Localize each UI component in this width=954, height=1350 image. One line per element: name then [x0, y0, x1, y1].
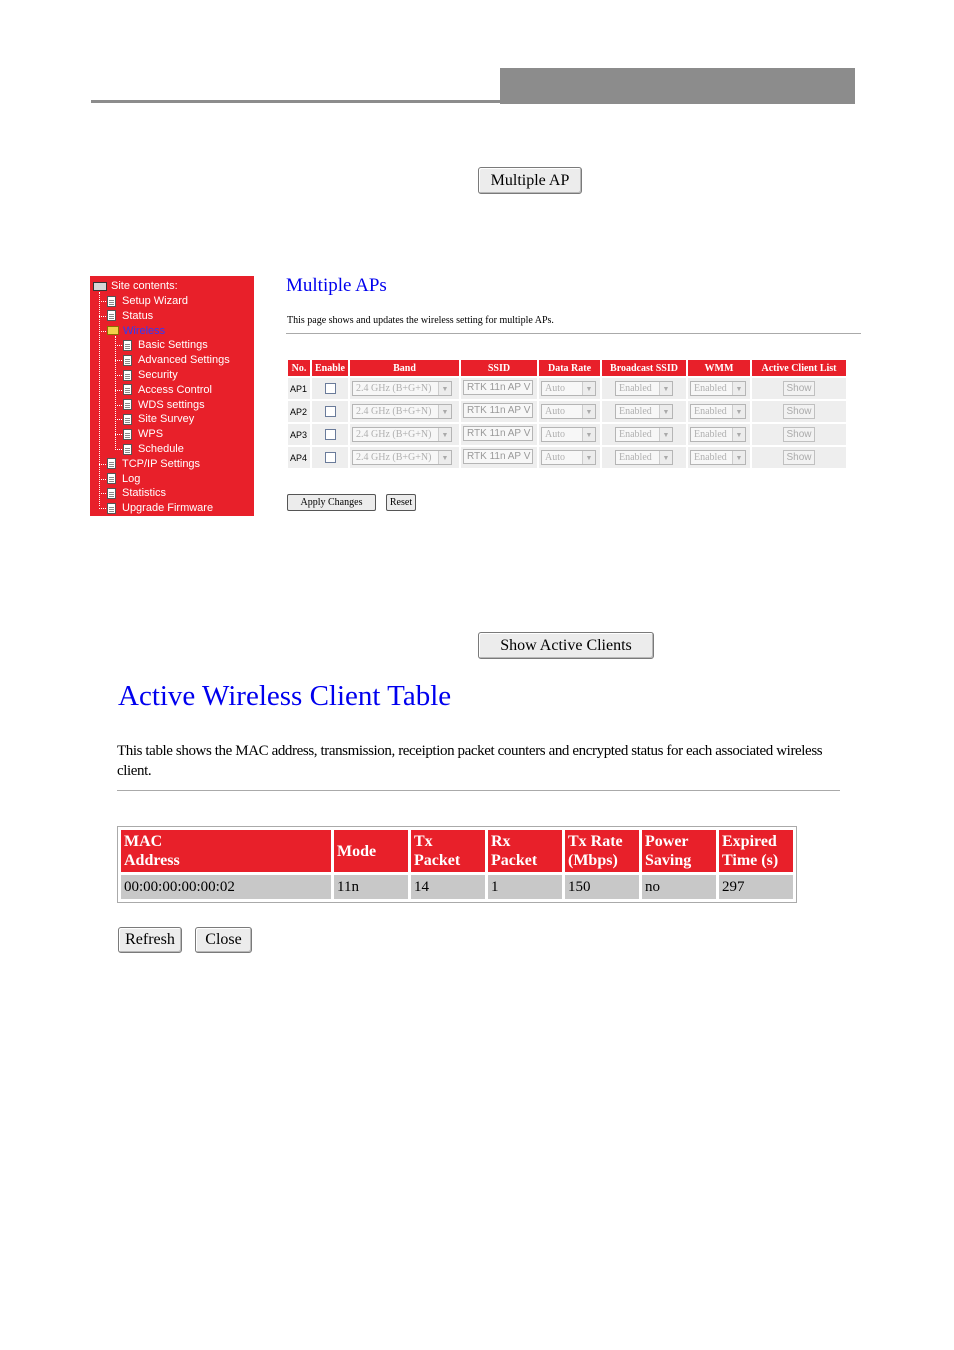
- sidebar-item-label: Site Survey: [138, 413, 195, 426]
- apply-changes-button[interactable]: Apply Changes: [287, 494, 376, 511]
- sidebar-item-label: Status: [122, 309, 154, 322]
- document-icon: [123, 340, 132, 351]
- sidebar-item[interactable]: [107, 486, 166, 500]
- sidebar-item[interactable]: [107, 457, 200, 471]
- col-header-text: Tx Packet: [414, 833, 461, 869]
- close-button[interactable]: Close: [195, 927, 252, 953]
- chevron-down-icon: ▼: [438, 405, 451, 418]
- document-icon: [123, 355, 132, 366]
- band-select[interactable]: [352, 450, 452, 465]
- ap-number: AP2: [288, 401, 310, 422]
- broadcast-ssid-value: Enabled: [619, 452, 652, 463]
- table-cell: 150: [565, 875, 639, 899]
- table-cell: 1: [488, 875, 562, 899]
- document-icon: [123, 370, 132, 381]
- ap-number: AP3: [288, 424, 310, 445]
- document-icon: [107, 488, 116, 499]
- wmm-value: Enabled: [694, 406, 727, 417]
- col-header-text: Expired: [722, 833, 777, 850]
- sidebar-item-label: WPS: [138, 428, 164, 441]
- data-rate-select[interactable]: [541, 381, 596, 396]
- enable-checkbox[interactable]: [325, 452, 336, 463]
- tree-line: [115, 375, 122, 376]
- chevron-down-icon: ▼: [732, 382, 745, 395]
- ap-number: AP4: [288, 447, 310, 468]
- data-rate-value: Auto: [545, 406, 565, 417]
- enable-checkbox[interactable]: [325, 406, 336, 417]
- col-header: [565, 830, 639, 872]
- col-header-broadcast-ssid: Broadcast SSID: [602, 360, 686, 376]
- sidebar-item-label: Upgrade Firmware: [122, 502, 214, 515]
- data-rate-select[interactable]: [541, 450, 596, 465]
- sidebar-item[interactable]: [107, 472, 140, 486]
- ssid-input[interactable]: RTK 11n AP V: [463, 426, 533, 441]
- data-rate-value: Auto: [545, 429, 565, 440]
- broadcast-ssid-value: Enabled: [619, 383, 652, 394]
- multiple-aps-title: Multiple APs: [286, 275, 387, 296]
- sidebar-item[interactable]: [123, 368, 178, 382]
- sidebar-root[interactable]: [93, 279, 178, 293]
- tree-line: [115, 345, 122, 346]
- tree-line: [115, 449, 122, 450]
- tree-line: [99, 493, 106, 494]
- multiple-aps-table: [286, 358, 848, 470]
- band-select[interactable]: [352, 404, 452, 419]
- chevron-down-icon: ▼: [659, 382, 672, 395]
- tree-line: [99, 464, 106, 465]
- computer-icon: [93, 282, 107, 291]
- wmm-select[interactable]: [690, 427, 746, 442]
- table-cell: 11n: [334, 875, 408, 899]
- document-icon: [107, 458, 116, 469]
- show-clients-button[interactable]: Show: [783, 450, 815, 465]
- sidebar-item-label: Wireless: [123, 324, 166, 337]
- document-icon: [107, 296, 116, 307]
- ssid-input[interactable]: RTK 11n AP V: [463, 449, 533, 464]
- document-icon: [107, 310, 116, 321]
- document-icon: [123, 429, 132, 440]
- sidebar-item-label: Statistics: [122, 487, 167, 500]
- table-cell: no: [642, 875, 716, 899]
- col-header: [334, 830, 408, 872]
- sidebar-item[interactable]: [107, 501, 213, 515]
- sidebar-item-label: Access Control: [138, 383, 212, 396]
- wmm-value: Enabled: [694, 452, 727, 463]
- data-rate-value: Auto: [545, 452, 565, 463]
- chevron-down-icon: ▼: [659, 428, 672, 441]
- active-clients-title: Active Wireless Client Table: [118, 680, 452, 712]
- chevron-down-icon: ▼: [732, 428, 745, 441]
- col-header-text: (Mbps): [568, 852, 618, 869]
- col-header-ssid: SSID: [461, 360, 537, 376]
- tree-line: [99, 331, 106, 332]
- sidebar-item-label: Setup Wizard: [122, 295, 189, 307]
- col-header-text: Rx Packet: [491, 833, 538, 869]
- tree-line: [99, 479, 106, 480]
- col-header-text: Tx Rate: [568, 833, 623, 850]
- header-rule: [91, 100, 500, 103]
- sidebar-item[interactable]: [123, 338, 208, 352]
- table-row: [288, 378, 846, 399]
- col-header-text: MAC: [124, 833, 163, 850]
- tree-line: [115, 434, 122, 435]
- chevron-down-icon: ▼: [438, 382, 451, 395]
- show-clients-button[interactable]: Show: [783, 404, 815, 419]
- tree-line: [115, 336, 116, 448]
- document-icon: [123, 444, 132, 455]
- col-header-data-rate: Data Rate: [539, 360, 600, 376]
- active-clients-description: This table shows the MAC address, transmission, receiption packet counters and encrypted status for each associated wireless client.: [117, 743, 823, 779]
- sidebar-item-label: WDS settings: [138, 398, 205, 411]
- band-select[interactable]: [352, 381, 452, 396]
- band-value: 2.4 GHz (B+G+N): [356, 383, 432, 394]
- sidebar-item[interactable]: [123, 398, 205, 412]
- sidebar-item[interactable]: [123, 383, 212, 397]
- chevron-down-icon: ▼: [582, 451, 595, 464]
- table-row: [288, 401, 846, 422]
- document-icon: [123, 414, 132, 425]
- sidebar-item-label: Log: [122, 472, 141, 485]
- document-icon: [123, 384, 132, 395]
- col-header-wmm: WMM: [688, 360, 750, 376]
- divider: [286, 333, 861, 334]
- sidebar-item-label: Advanced Settings: [138, 354, 230, 367]
- broadcast-ssid-select[interactable]: [615, 450, 673, 465]
- col-header-text: Address: [124, 852, 180, 869]
- tree-line: [99, 316, 106, 317]
- wmm-value: Enabled: [694, 383, 727, 394]
- multiple-ap-button[interactable]: Multiple AP: [478, 167, 582, 194]
- chevron-down-icon: ▼: [582, 382, 595, 395]
- table-cell: 297: [719, 875, 793, 899]
- sidebar-item-label: Basic Settings: [138, 339, 208, 352]
- data-rate-select[interactable]: [541, 404, 596, 419]
- sidebar-root-label: Site contents:: [111, 280, 178, 292]
- col-header: [719, 830, 793, 872]
- sidebar-tree: [90, 276, 254, 516]
- multiple-aps-description: This page shows and updates the wireless setting for multiple APs.: [287, 315, 554, 326]
- col-header-enable: Enable: [312, 360, 348, 376]
- chevron-down-icon: ▼: [582, 428, 595, 441]
- col-header-no: No.: [288, 360, 310, 376]
- col-header-band: Band: [350, 360, 459, 376]
- chevron-down-icon: ▼: [732, 405, 745, 418]
- sidebar-item[interactable]: [107, 309, 153, 323]
- col-header-text: Power: [645, 833, 689, 850]
- sidebar-item[interactable]: [107, 324, 165, 338]
- broadcast-ssid-select[interactable]: [615, 381, 673, 396]
- col-header: [488, 830, 562, 872]
- tree-line: [115, 390, 122, 391]
- sidebar-item[interactable]: [123, 442, 184, 456]
- sidebar-item[interactable]: [123, 427, 163, 441]
- wmm-select[interactable]: [690, 450, 746, 465]
- reset-button[interactable]: Reset: [386, 494, 416, 511]
- band-value: 2.4 GHz (B+G+N): [356, 406, 432, 417]
- broadcast-ssid-value: Enabled: [619, 406, 652, 417]
- chevron-down-icon: ▼: [659, 405, 672, 418]
- band-value: 2.4 GHz (B+G+N): [356, 429, 432, 440]
- table-cell: 00:00:00:00:00:02: [121, 875, 331, 899]
- wmm-value: Enabled: [694, 429, 727, 440]
- table-row: [288, 424, 846, 445]
- col-header-text: Time (s): [722, 852, 779, 869]
- tree-line: [99, 292, 100, 506]
- document-icon: [123, 399, 132, 410]
- band-value: 2.4 GHz (B+G+N): [356, 452, 432, 463]
- broadcast-ssid-select[interactable]: [615, 427, 673, 442]
- col-header-active-client-list: Active Client List: [752, 360, 846, 376]
- tree-line: [99, 508, 106, 509]
- sidebar-item[interactable]: [123, 353, 230, 367]
- enable-checkbox[interactable]: [325, 383, 336, 394]
- folder-open-icon: [107, 326, 119, 335]
- chevron-down-icon: ▼: [659, 451, 672, 464]
- col-header: [121, 830, 331, 872]
- col-header-text: Saving: [645, 852, 692, 869]
- sidebar-item-label: TCP/IP Settings: [122, 457, 201, 470]
- sidebar-item-label: Security: [138, 369, 178, 381]
- table-row: [288, 447, 846, 468]
- broadcast-ssid-select[interactable]: [615, 404, 673, 419]
- show-clients-button[interactable]: Show: [783, 381, 815, 396]
- chevron-down-icon: ▼: [582, 405, 595, 418]
- tree-line: [115, 360, 122, 361]
- table-row: [121, 875, 793, 899]
- tree-line: [115, 419, 122, 420]
- col-header: [411, 830, 485, 872]
- document-icon: [107, 473, 116, 484]
- chevron-down-icon: ▼: [438, 428, 451, 441]
- sidebar-item[interactable]: [123, 412, 194, 426]
- col-header-text: Mode: [337, 842, 377, 860]
- chevron-down-icon: ▼: [732, 451, 745, 464]
- show-clients-button[interactable]: Show: [783, 427, 815, 442]
- tree-line: [115, 405, 122, 406]
- divider: [117, 790, 840, 791]
- band-select[interactable]: [352, 427, 452, 442]
- chevron-down-icon: ▼: [438, 451, 451, 464]
- sidebar-item[interactable]: [107, 294, 188, 308]
- col-header: [642, 830, 716, 872]
- enable-checkbox[interactable]: [325, 429, 336, 440]
- broadcast-ssid-value: Enabled: [619, 429, 652, 440]
- ssid-input[interactable]: RTK 11n AP V: [463, 380, 533, 395]
- wmm-select[interactable]: [690, 381, 746, 396]
- document-icon: [107, 503, 116, 514]
- tree-line: [99, 301, 106, 302]
- wmm-select[interactable]: [690, 404, 746, 419]
- show-active-clients-button[interactable]: Show Active Clients: [478, 632, 654, 659]
- data-rate-select[interactable]: [541, 427, 596, 442]
- sidebar-item-label: Schedule: [138, 443, 184, 455]
- ap-number: AP1: [288, 378, 310, 399]
- active-clients-table: [117, 826, 797, 903]
- ssid-input[interactable]: RTK 11n AP V: [463, 403, 533, 418]
- header-bar: [500, 68, 855, 104]
- data-rate-value: Auto: [545, 383, 565, 394]
- table-cell: 14: [411, 875, 485, 899]
- refresh-button[interactable]: Refresh: [118, 927, 182, 953]
